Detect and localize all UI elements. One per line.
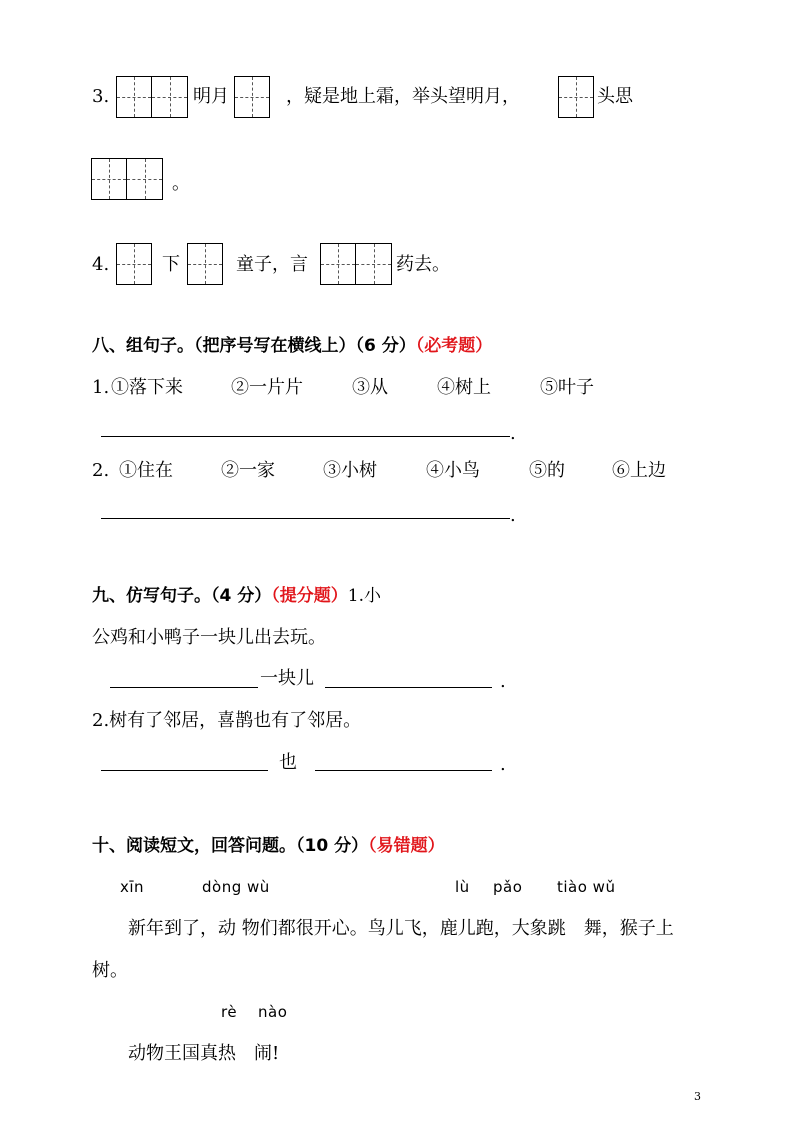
s8-item1-number: 1. — [92, 377, 110, 398]
grid-cell — [152, 77, 187, 117]
s8-item1-option-3: ③从 — [352, 377, 388, 398]
s9-example-2: 2.树有了邻居，喜鹊也有了邻居。 — [92, 710, 362, 731]
s9-fill2-line-a[interactable] — [101, 770, 268, 771]
pinyin-xin: xīn — [120, 878, 145, 896]
section-8-tag: （必考题） — [415, 336, 493, 356]
s9-fill1-mid: 一块儿 — [260, 668, 314, 689]
section-9-tail: 1.小 — [347, 586, 381, 606]
q4-blank-1[interactable] — [116, 243, 152, 285]
grid-cell — [235, 77, 269, 117]
q3-blank-2[interactable] — [234, 76, 270, 118]
reading-paragraph-1: 新年到了，动 物们都很开心。鸟儿飞，鹿儿跑，大象跳 舞，猴子上 — [128, 918, 674, 939]
q3-blank-1[interactable] — [116, 76, 188, 118]
grid-cell — [559, 77, 593, 117]
s8-item2-option-6: ⑥上边 — [612, 460, 666, 481]
section-10-heading — [92, 834, 445, 858]
grid-cell — [188, 244, 222, 284]
grid-cell — [117, 77, 152, 117]
s9-fill1-line-a[interactable] — [110, 687, 258, 688]
pinyin-tiaowu: tiào wǔ — [557, 878, 616, 896]
reading-paragraph-2: 动物王国真热 闹! — [128, 1043, 280, 1064]
s8-item2-option-2: ②一家 — [221, 460, 275, 481]
q4-text-1: 下 — [162, 254, 180, 275]
grid-cell — [117, 244, 151, 284]
s8-item2-end: . — [510, 505, 516, 526]
grid-cell — [321, 244, 356, 284]
pinyin-lu: lù — [455, 878, 470, 896]
q4-text-2: 童子，言 — [236, 254, 308, 275]
s8-item1-option-4: ④树上 — [437, 377, 491, 398]
pinyin-nao: nào — [258, 1003, 288, 1021]
s9-fill2-end: . — [500, 754, 506, 775]
q4-blank-3[interactable] — [320, 243, 392, 285]
pinyin-pao: pǎo — [493, 878, 523, 896]
s9-fill1-line-b[interactable] — [325, 687, 492, 688]
s8-item2-option-5: ⑤的 — [529, 460, 565, 481]
grid-cell — [356, 244, 391, 284]
reading-paragraph-1-cont: 树。 — [92, 960, 128, 981]
section-9-tag: （提分题） — [271, 586, 348, 606]
grid-cell — [127, 159, 162, 199]
s9-fill2-line-b[interactable] — [315, 770, 492, 771]
s9-fill1-end: . — [500, 671, 506, 692]
q3-blank-3[interactable] — [558, 76, 594, 118]
q3-number: 3. — [92, 86, 110, 107]
s8-item2-option-3: ③小树 — [323, 460, 377, 481]
s8-item1-end: . — [510, 423, 516, 444]
pinyin-re: rè — [221, 1003, 238, 1021]
q3-text-2: ，疑是地上霜，举头望明月， — [286, 86, 520, 107]
s8-item1-option-5: ⑤叶子 — [540, 377, 594, 398]
section-9-title: 九、仿写句子。（4 分） — [92, 586, 272, 606]
section-8-heading — [92, 334, 492, 358]
s8-item1-option-2: ②一片片 — [231, 377, 303, 398]
q3-text-4: 。 — [172, 173, 190, 194]
s8-item1-option-1: ①落下来 — [111, 377, 183, 398]
q4-blank-2[interactable] — [187, 243, 223, 285]
section-8-title: 八、组句子。（把序号写在横线上）（6 分） — [92, 336, 416, 356]
s8-item2-answer-line[interactable] — [101, 518, 510, 519]
q3-text-3: 头思 — [597, 86, 633, 107]
q3-blank-4[interactable] — [91, 158, 163, 200]
q4-text-3: 药去。 — [396, 254, 450, 275]
grid-cell — [92, 159, 127, 199]
s9-example-1: 公鸡和小鸭子一块儿出去玩。 — [92, 627, 326, 648]
s8-item2-option-1: ①住在 — [119, 460, 173, 481]
pinyin-dongwu: dòng wù — [202, 878, 270, 896]
q4-number: 4. — [92, 254, 110, 275]
s8-item1-answer-line[interactable] — [101, 436, 510, 437]
s8-item2-option-4: ④小鸟 — [426, 460, 480, 481]
section-10-title: 十、阅读短文，回答问题。（10 分） — [92, 836, 369, 856]
s9-fill2-mid: 也 — [279, 752, 297, 773]
section-10-tag: （易错题） — [368, 836, 445, 856]
page-number: 3 — [694, 1090, 701, 1103]
section-9-heading — [92, 584, 381, 608]
s8-item2-number: 2. — [92, 460, 110, 481]
q3-text-1: 明月 — [193, 86, 229, 107]
